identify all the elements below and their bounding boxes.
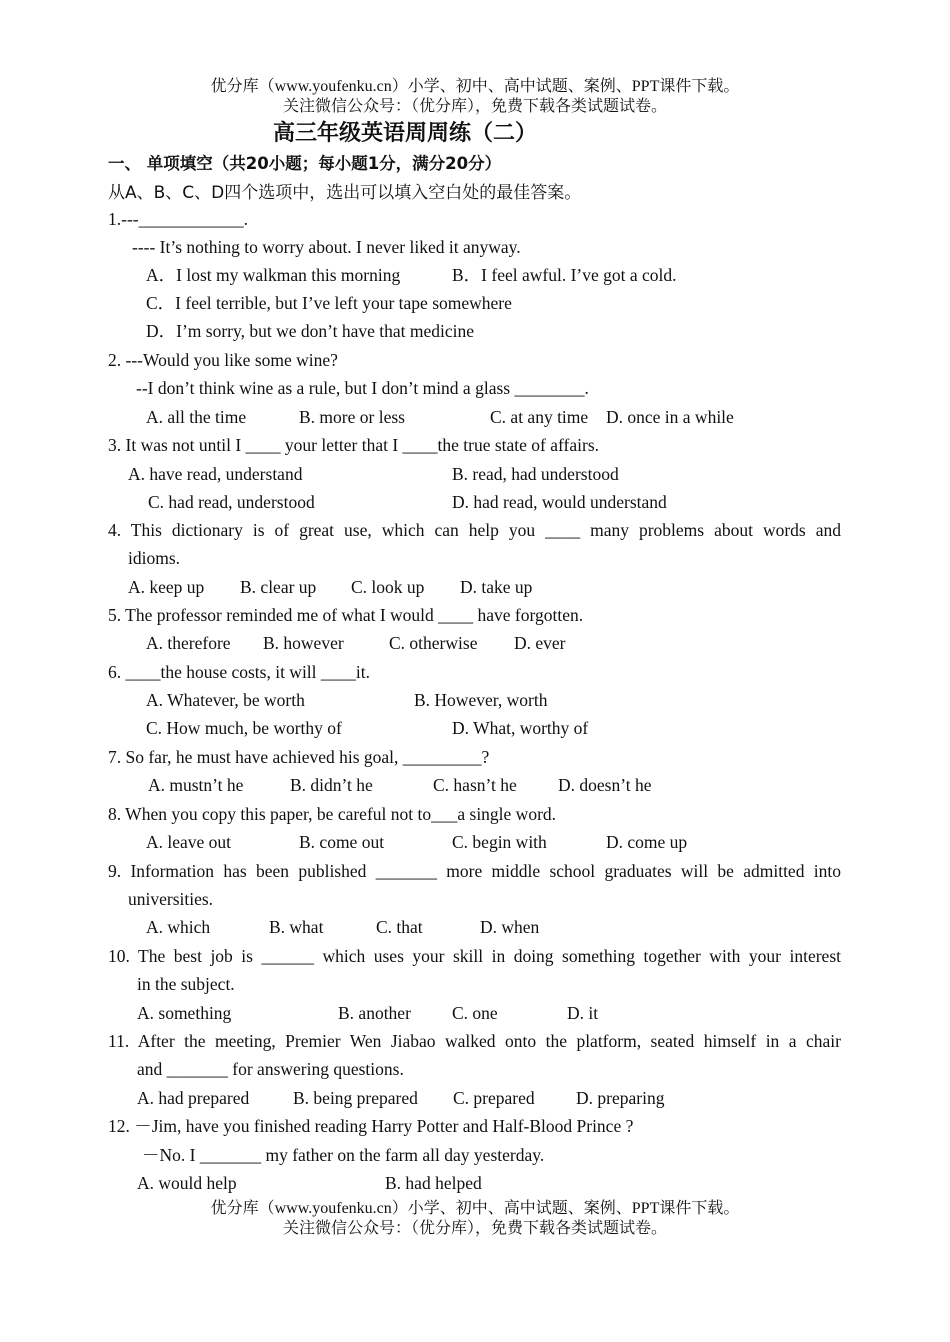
question-10-option-a: A. something xyxy=(137,1003,232,1023)
question-1-option-b: B．I feel awful. I’ve got a cold. xyxy=(452,265,677,285)
question-3-option-c: C. had read, understood xyxy=(148,492,315,512)
question-3-stem: 3. It was not until I ____ your letter that I ____the true state of affairs. xyxy=(108,435,600,455)
question-5-stem: 5. The professor reminded me of what I would ____ have forgotten. xyxy=(108,605,584,625)
question-8-option-d: D. come up xyxy=(606,832,688,852)
question-1-option-c: C．I feel terrible, but I’ve left your tape somewhere xyxy=(146,293,512,313)
question-2-option-a: A. all the time xyxy=(146,407,247,427)
question-11-stem: 11. After the meeting, Premier Wen Jiabao walked onto the platform, seated himself in a chair xyxy=(108,1031,841,1051)
question-12-stem: 12. －Jim, have you finished reading Harry Potter and Half-Blood Prince ? xyxy=(108,1116,634,1136)
question-1-option-a: A．I lost my walkman this morning xyxy=(146,265,401,285)
question-7-option-b: B. didn’t he xyxy=(290,775,373,795)
question-6-option-a: A. Whatever, be worth xyxy=(146,690,305,710)
question-6-option-b: B. However, worth xyxy=(414,690,548,710)
question-9-option-a: A. which xyxy=(146,917,211,937)
question-5-option-c: C. otherwise xyxy=(389,633,478,653)
question-11-option-c: C. prepared xyxy=(453,1088,535,1108)
question-10-option-b: B. another xyxy=(338,1003,411,1023)
section-heading: 一、 单项填空（共20小题；每小题1分，满分20分） xyxy=(108,154,502,173)
question-10-stem: 10. The best job is ______ which uses your skill in doing something together with your interest xyxy=(108,946,841,966)
question-9-option-b: B. what xyxy=(269,917,324,937)
question-11-stem-continued: and _______ for answering questions. xyxy=(137,1059,404,1079)
question-12-reply: －No. I _______ my father on the farm all day yesterday. xyxy=(142,1145,545,1165)
question-12-option-a: A. would help xyxy=(137,1173,237,1193)
site-footer-line-1: 优分库（www.youfenku.cn）小学、初中、高中试题、案例、PPT课件下载。 xyxy=(210,1200,740,1217)
question-8-option-b: B. come out xyxy=(299,832,385,852)
site-header-line-2: 关注微信公众号：（优分库），免费下载各类试题试卷。 xyxy=(282,98,667,115)
question-4-stem-continued: idioms. xyxy=(128,548,181,568)
question-6-stem: 6. ____the house costs, it will ____it. xyxy=(108,662,371,682)
question-12-option-b: B. had helped xyxy=(385,1173,482,1193)
question-9-stem: 9. Information has been published _______ more middle school graduates will be admitted into xyxy=(108,861,841,881)
question-10-option-d: D. it xyxy=(567,1003,599,1023)
question-4-option-b: B. clear up xyxy=(240,577,317,597)
question-1-stem: 1.---____________. xyxy=(108,209,248,229)
question-5-option-a: A. therefore xyxy=(146,633,231,653)
question-11-option-d: D. preparing xyxy=(576,1088,665,1108)
question-7-option-a: A. mustn’t he xyxy=(148,775,244,795)
question-4-option-a: A. keep up xyxy=(128,577,205,597)
question-3-option-b: B. read, had understood xyxy=(452,464,619,484)
question-8-option-a: A. leave out xyxy=(146,832,232,852)
question-10-stem-continued: in the subject. xyxy=(137,974,235,994)
question-11-option-a: A. had prepared xyxy=(137,1088,250,1108)
question-8-stem: 8. When you copy this paper, be careful not to___a single word. xyxy=(108,804,557,824)
question-7-option-d: D. doesn’t he xyxy=(558,775,652,795)
question-4-stem: 4. This dictionary is of great use, which can help you ____ many problems about words and xyxy=(108,520,841,540)
question-4-option-d: D. take up xyxy=(460,577,533,597)
question-2-stem: 2. ---Would you like some wine? xyxy=(108,350,338,370)
question-9-option-d: D. when xyxy=(480,917,540,937)
question-1-reply: ---- It’s nothing to worry about. I never liked it anyway. xyxy=(132,237,521,257)
question-3-option-d: D. had read, would understand xyxy=(452,492,667,512)
question-2-option-b: B. more or less xyxy=(299,407,405,427)
question-4-option-c: C. look up xyxy=(351,577,425,597)
question-3-option-a: A. have read, understand xyxy=(128,464,303,484)
question-11-option-b: B. being prepared xyxy=(293,1088,418,1108)
question-7-stem: 7. So far, he must have achieved his goal, _________? xyxy=(108,747,490,767)
question-8-option-c: C. begin with xyxy=(452,832,547,852)
question-2-option-c: C. at any time xyxy=(490,407,589,427)
instruction-text: 从A、B、C、D四个选项中，选出可以填入空白处的最佳答案。 xyxy=(108,183,582,203)
page-title: 高三年级英语周周练（二） xyxy=(272,121,537,146)
question-9-option-c: C. that xyxy=(376,917,423,937)
site-footer-line-2: 关注微信公众号：（优分库），免费下载各类试题试卷。 xyxy=(282,1220,667,1237)
question-1-option-d: D．I’m sorry, but we don’t have that medicine xyxy=(146,321,475,341)
site-header-line-1: 优分库（www.youfenku.cn）小学、初中、高中试题、案例、PPT课件下载。 xyxy=(210,78,740,95)
question-9-stem-continued: universities. xyxy=(128,889,214,909)
question-6-option-d: D. What, worthy of xyxy=(452,718,589,738)
question-5-option-d: D. ever xyxy=(514,633,566,653)
question-7-option-c: C. hasn’t he xyxy=(433,775,517,795)
question-5-option-b: B. however xyxy=(263,633,344,653)
question-2-reply: --I don’t think wine as a rule, but I don’t mind a glass ________. xyxy=(136,378,589,398)
question-6-option-c: C. How much, be worthy of xyxy=(146,718,342,738)
question-10-option-c: C. one xyxy=(452,1003,498,1023)
question-2-option-d: D. once in a while xyxy=(606,407,734,427)
